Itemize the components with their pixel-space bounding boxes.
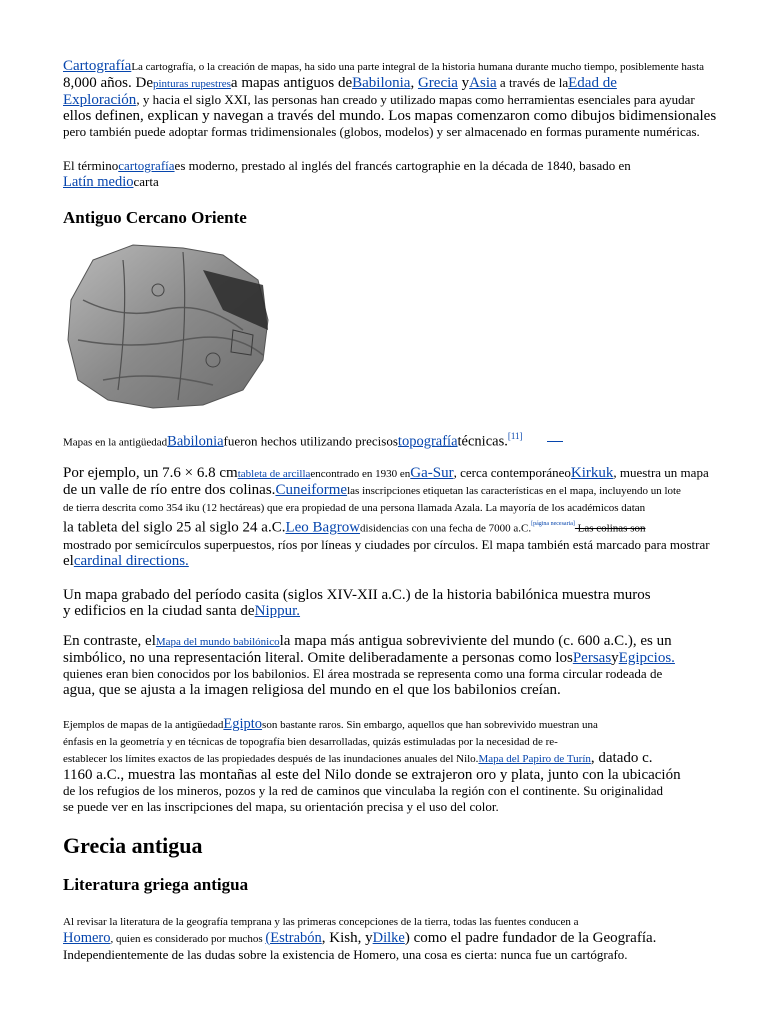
text: y edificios en la ciudad santa de	[63, 602, 255, 619]
text: y	[457, 75, 470, 91]
text: son bastante raros. Sin embargo, aquellos que han sobrevivido muestran una	[262, 718, 598, 731]
text: Ejemplos de mapas de la antigüedad	[63, 718, 224, 731]
link-estrabon[interactable]: (Estrabón	[265, 929, 322, 946]
text: encontrado en 1930 en	[310, 468, 411, 481]
text: La cartografía, o la creación de mapas, ha sido una parte integral de la historia humana durante mucho tiempo, posiblemente hasta	[131, 61, 705, 73]
text: mostrado por semicírculos superpuestos, ríos por líneas y ciudades por círculos. El mapa también está marcado para mostrar	[63, 536, 710, 552]
heading-antiguo-cercano-oriente: Antiguo Cercano Oriente	[63, 208, 247, 227]
reference-pagina-necesaria[interactable]: [página necesaria]	[531, 521, 575, 528]
text: 8,000 años. De	[63, 75, 153, 91]
link-egipto[interactable]: Egipto	[223, 715, 263, 732]
link-asia[interactable]: Asia	[469, 75, 497, 91]
text: , y hacia el siglo XXI, las personas han creado y utilizado mapas como herramientas esenciales para ayudar	[136, 92, 695, 107]
text: fueron hechos utilizando precisos	[223, 433, 398, 449]
link-exploracion[interactable]: Exploración	[63, 92, 137, 108]
link-leo-bagrow[interactable]: Leo Bagrow	[285, 519, 361, 536]
divider-dash	[547, 441, 563, 442]
text: las inscripciones etiquetan las características en el mapa, incluyendo un lote	[347, 485, 681, 498]
link-dilke[interactable]: Dilke	[372, 929, 405, 946]
link-babilonia[interactable]: Babilonia	[352, 75, 411, 91]
text: se puede ver en las inscripciones del mapa, su orientación precisa y el uso del color.	[63, 798, 499, 814]
reference-11[interactable]: [11]	[507, 431, 523, 441]
text: la mapa más antigua sobreviviente del mundo (c. 600 a.C.), es un	[279, 632, 672, 649]
text: agua, que se ajusta a la imagen religiosa del mundo en el que los babilonios creían.	[63, 681, 561, 698]
link-edad-de[interactable]: Edad de	[568, 75, 617, 91]
link-homero[interactable]: Homero	[63, 929, 111, 946]
homero-paragraph	[63, 913, 740, 963]
heading-grecia-antigua: Grecia antigua	[63, 832, 203, 858]
text: técnicas.	[457, 433, 508, 450]
text: y	[611, 649, 619, 666]
text: a través de la	[496, 75, 569, 90]
image-caption	[63, 427, 740, 451]
text: ) como el padre fundador de la Geografía.	[404, 929, 657, 946]
link-topografia[interactable]: topografía	[397, 433, 458, 450]
text: énfasis en la geometría y en técnicas de topografía bien desarrolladas, quizás estimuladas por la necesidad de re-	[63, 735, 558, 748]
heading-literatura-griega-antigua: Literatura griega antigua	[63, 874, 249, 894]
text: el	[63, 552, 74, 569]
link-egipcios[interactable]: Egipcios.	[618, 649, 675, 666]
text: Por ejemplo, un 7.6 × 6.8 cm	[63, 465, 238, 482]
intro-paragraph: CartografíaLa cartografía, o la creación de mapas, ha sido una parte integral de la historia humana durante mucho tiempo, posiblemente hasta 8,000 años. Depinturas rupestresa mapas antiguos deBabilonia, Grecia yAsia a través de laEdad de Exploración, y hacia el siglo XXI, las personas han creado y utilizado mapas como herramientas esenciales para ayudar ellos definen, explican y navegan a través del mundo. Los mapas comenzaron como dibujos bidimensionales pero también puede adoptar formas tridimensionales (globos, modelos) y ser almacenado en formas puramente numéricas.	[63, 58, 717, 139]
text: , Kish, y	[321, 929, 373, 946]
text: , datado c.	[590, 749, 653, 766]
etymology-paragraph	[63, 158, 740, 190]
text: de los refugios de los mineros, pozos y la red de caminos que vinculaba la región con el continente. Su originalidad	[63, 782, 664, 798]
link-papiro-de-turin[interactable]: Mapa del Papiro de Turín	[478, 752, 591, 765]
text: Las colinas son	[574, 522, 646, 535]
link-cuneiforme[interactable]: Cuneiforme	[275, 482, 348, 499]
text: de tierra descrita como 354 iku (12 hectáreas) que era propiedad de una persona llamada Azala. La mayoría de los académicos datan	[63, 502, 646, 515]
text: quienes eran bien conocidos por los babilonios. El área mostrada se representa como una forma circular rodeada de	[63, 665, 663, 681]
world-map-paragraph	[63, 633, 740, 698]
text: simbólico, no una representación literal. Omite deliberadamente a personas como los	[63, 649, 573, 666]
link-latin-medio[interactable]: Latín medio	[63, 174, 134, 190]
text: es moderno, prestado al inglés del francés cartographie en la década de 1840, basado en	[174, 158, 631, 173]
text: Al revisar la literatura de la geografía temprana y las primeras concepciones de la tierra, todas las fuentes conducen a	[63, 915, 579, 928]
text: , muestra un mapa	[613, 465, 709, 481]
link-mapa-mundo-babilonico[interactable]: Mapa del mundo babilónico	[155, 635, 280, 648]
link-pinturas-rupestres[interactable]: pinturas rupestres	[153, 78, 231, 90]
text: 1160 a.C., muestra las montañas al este del Nilo donde se extrajeron oro y plata, junto con la ubicación	[63, 766, 681, 783]
text: , cerca contemporáneo	[453, 465, 571, 481]
text: pero también puede adoptar formas tridimensionales (globos, modelos) y ser almacenado en formas puramente numéricas.	[63, 124, 700, 139]
text: la tableta del siglo 25 al siglo 24 a.C.	[63, 519, 286, 536]
text: establecer los límites exactos de las propiedades después de las inundaciones anuales del Nilo.	[63, 752, 479, 765]
link-nippur[interactable]: Nippur.	[254, 602, 301, 619]
text: ellos definen, explican y navegan a través del mundo. Los mapas comenzaron como dibujos bidimensionales	[63, 108, 717, 124]
text: de un valle de río entre dos colinas.	[63, 482, 276, 499]
link-cardinal-directions[interactable]: cardinal directions.	[73, 552, 189, 569]
text: Un mapa grabado del período casita (siglos XIV-XII a.C.) de la historia babilónica muestra muros	[63, 586, 651, 603]
text: En contraste, el	[63, 632, 156, 649]
text: Independientemente de las dudas sobre la existencia de Homero, una cosa es cierta: nunca fue un cartógrafo.	[63, 946, 628, 962]
nippur-paragraph	[63, 587, 740, 619]
link-cartografia[interactable]: Cartografía	[63, 58, 132, 74]
text: carta	[133, 174, 159, 189]
link-grecia[interactable]: Grecia	[417, 75, 458, 91]
egypt-paragraph	[63, 716, 740, 815]
link-babilonia-caption[interactable]: Babilonia	[167, 433, 224, 450]
text: , quien es considerado por muchos	[110, 932, 266, 945]
ga-sur-paragraph	[63, 465, 740, 568]
text: Mapas en la antigüedad	[63, 436, 168, 449]
link-ga-sur[interactable]: Ga-Sur	[410, 465, 454, 482]
text: disidencias con una fecha de 7000 a.C.	[360, 522, 532, 535]
clay-tablet-image	[63, 240, 740, 415]
link-kirkuk[interactable]: Kirkuk	[570, 465, 614, 482]
link-cartografia-2[interactable]: cartografía	[118, 158, 175, 173]
text: El término	[63, 158, 119, 173]
link-tableta-de-arcilla[interactable]: tableta de arcilla	[237, 468, 311, 481]
text: a mapas antiguos de	[230, 75, 353, 91]
link-persas[interactable]: Persas	[572, 649, 612, 666]
